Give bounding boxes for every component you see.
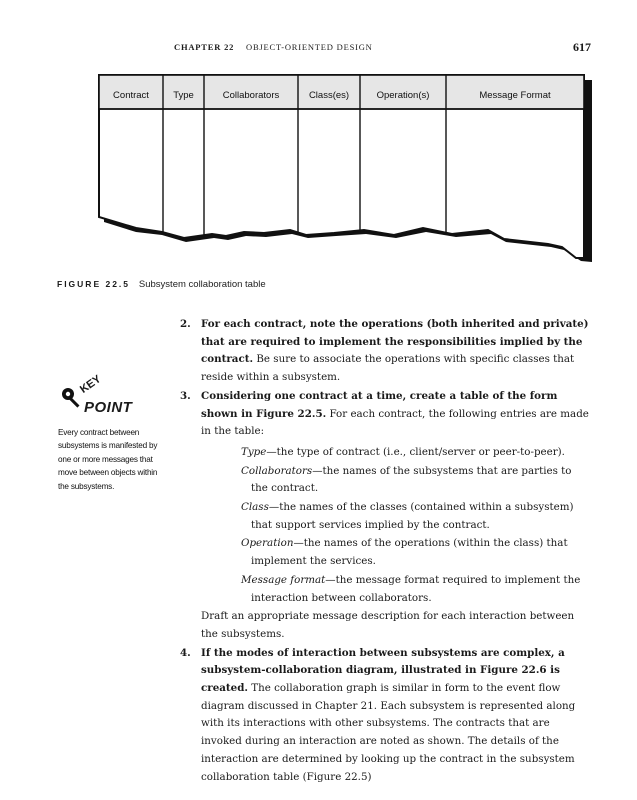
- collaboration-table-figure: [96, 72, 592, 268]
- item-body: The collaboration graph is similar in form to the event flow diagram discussed in Chapter 21. Each subsystem is represented along with its interactions with other subsystems. The contracts that are invoked during an interaction are noted as shown. The details of the interaction are determined by looking up the contract in the subsystem collaboration table (Figure 22.5): [201, 682, 576, 783]
- entry-operation: Operation—the names of the operations (within the class) that implement the services.: [241, 537, 568, 568]
- item-lead: Considering one contract at a time, create a table of the form shown in Figure 22.5.: [201, 389, 558, 420]
- figure-caption: [57, 279, 266, 290]
- page-number: 617: [573, 40, 591, 54]
- column-header-contract: Contract: [113, 90, 149, 101]
- entry-class: Class—the names of the classes (contained within a subsystem) that support services implied by the contract.: [241, 501, 574, 531]
- key-point-label: POINT: [84, 399, 133, 416]
- column-header-type: Type: [173, 90, 194, 101]
- item-after-text: Draft an appropriate message description for each interaction between the subsystems.: [201, 610, 575, 640]
- chapter-title: OBJECT-ORIENTED DESIGN: [246, 42, 373, 52]
- item-body: Be sure to associate the operations with specific classes that reside within a subsystem.: [201, 353, 575, 384]
- figure-caption-label: FIGURE 22.5: [57, 279, 131, 289]
- item-number: 3.: [180, 389, 191, 402]
- key-point-label-small: KEY: [78, 373, 104, 396]
- item-body: For each contract, the following entries are made in the table:: [201, 407, 589, 438]
- column-header-collaborators: Collaborators: [222, 90, 280, 101]
- chapter-label: CHAPTER 22: [174, 42, 235, 52]
- body-text: [180, 316, 590, 786]
- entry-collaborators: Collaborators—the names of the subsystems that are parties to the contract.: [241, 464, 572, 495]
- item-lead: For each contract, note the operations (both inherited and private) that are required to implement the responsibilities implied by the contract.: [201, 318, 589, 366]
- running-header: [0, 40, 637, 56]
- entry-type: Type—the type of contract (i.e., client/server or peer-to-peer).: [241, 445, 565, 458]
- entry-message-format: Message format—the message format required to implement the interaction between collaborators.: [241, 573, 581, 604]
- item-number: 2.: [180, 318, 191, 330]
- column-header-classes: Class(es): [308, 90, 350, 101]
- list-item: [180, 388, 590, 644]
- item-number: 4.: [180, 646, 191, 659]
- item-lead: If the modes of interaction between subsystems are complex, a subsystem-collaboration diagram, illustrated in Figure 22.6 is created.: [201, 646, 565, 695]
- column-header-operations: Operation(s): [376, 90, 430, 101]
- key-point-text: Every contract between subsystems is manifested by one or more messages that move between objects within the subsystems.: [58, 428, 158, 491]
- column-header-message-format: Message Format: [479, 90, 551, 101]
- figure-caption-text: Subsystem collaboration table: [138, 279, 266, 290]
- list-item: [180, 316, 590, 387]
- list-item: [180, 645, 590, 787]
